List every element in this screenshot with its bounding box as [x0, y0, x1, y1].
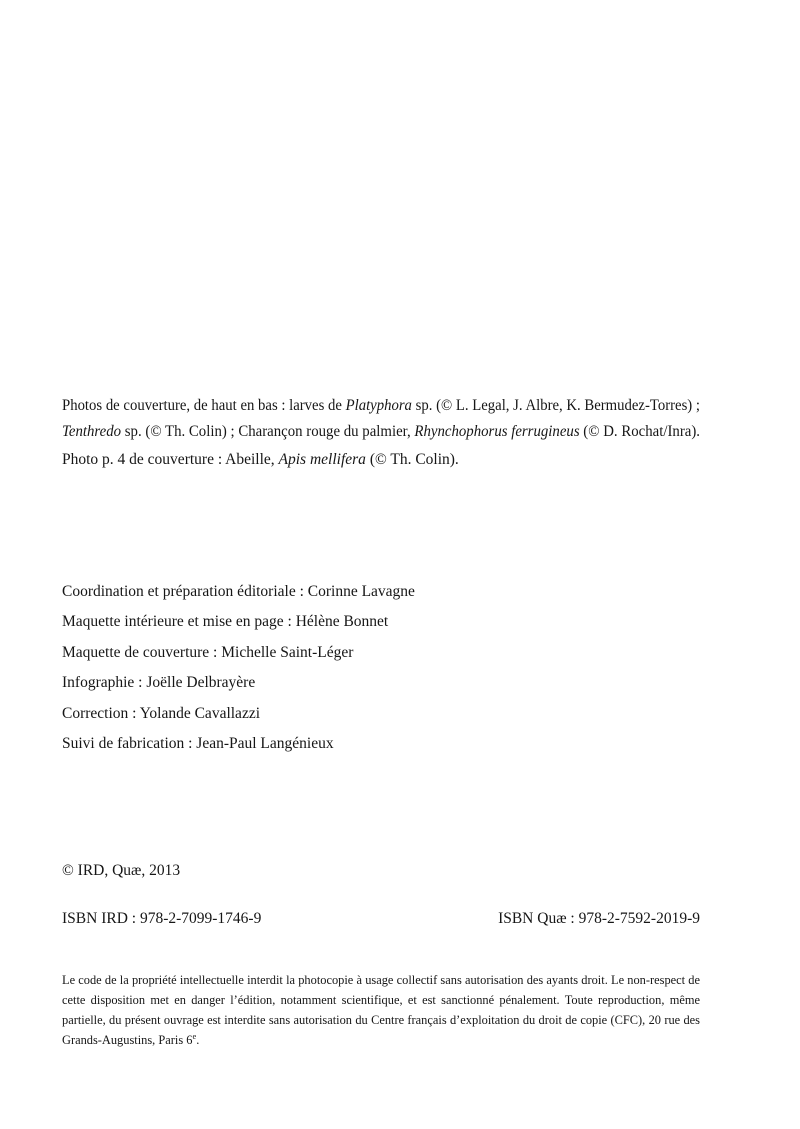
legal-notice-period: .	[196, 1033, 200, 1047]
species-name-apis-mellifera: Apis mellifera	[278, 451, 366, 468]
species-name-platyphora: Platyphora	[345, 397, 412, 414]
credit-infographics: Infographie : Joëlle Delbrayère	[62, 674, 256, 692]
cover-photo-credits-line-2	[62, 419, 700, 445]
text-segment: Photos de couverture, de haut en bas : larves de	[62, 397, 346, 414]
text-segment: (© D. Rochat/Inra).	[579, 423, 700, 440]
text-segment: (© Th. Colin).	[365, 451, 459, 468]
legal-notice-superscript: e	[192, 1030, 197, 1041]
isbn-quae: ISBN Quæ : 978-2-7592-2019-9	[498, 910, 700, 927]
legal-notice-text: Le code de la propriété intellectuelle interdit la photocopie à usage collectif sans autorisation des ayants droit. Le non-respect de cette disposition met en danger l’édition, notamment scientifique, et est sanctionné pénalement. Toute reproduction, même partielle, du présent ouvrage est interdite sans autorisation du Centre français d’exploitation du droit de copie (CFC), 20 rue des Grands-Augustins, Paris 6	[62, 973, 700, 1047]
credit-cover-design: Maquette de couverture : Michelle Saint-Léger	[62, 643, 354, 661]
credit-layout-interior: Maquette intérieure et mise en page : Hélène Bonnet	[62, 613, 389, 631]
species-name-tenthredo: Tenthredo	[62, 423, 122, 440]
cover-photo-credits-line-1-text	[62, 393, 700, 419]
text-segment: Photo p. 4 de couverture : Abeille,	[62, 451, 279, 468]
cover-photo-credits-line-2-text	[62, 419, 700, 445]
text-segment: sp. (© Th. Colin) ; Charançon rouge du palmier,	[121, 423, 415, 440]
production-credits	[62, 577, 700, 759]
credit-proofreading: Correction : Yolande Cavallazzi	[62, 704, 261, 722]
cover-photo-credits	[62, 393, 700, 473]
legal-notice	[62, 970, 700, 1050]
species-name-rhynchophorus: Rhynchophorus ferrugineus	[414, 423, 580, 440]
credit-coordination: Coordination et préparation éditoriale : Corinne Lavagne	[62, 583, 415, 600]
cover-photo-credits-line-1	[62, 393, 700, 419]
credit-production: Suivi de fabrication : Jean-Paul Langénieux	[62, 735, 334, 753]
isbn-ird: ISBN IRD : 978-2-7099-1746-9	[62, 910, 262, 927]
copyright-line: © IRD, Quæ, 2013	[62, 862, 181, 879]
text-segment: sp. (© L. Legal, J. Albre, K. Bermudez-Torres) ;	[411, 397, 700, 414]
back-cover-photo-credit	[62, 447, 700, 473]
isbn-row	[62, 909, 700, 929]
